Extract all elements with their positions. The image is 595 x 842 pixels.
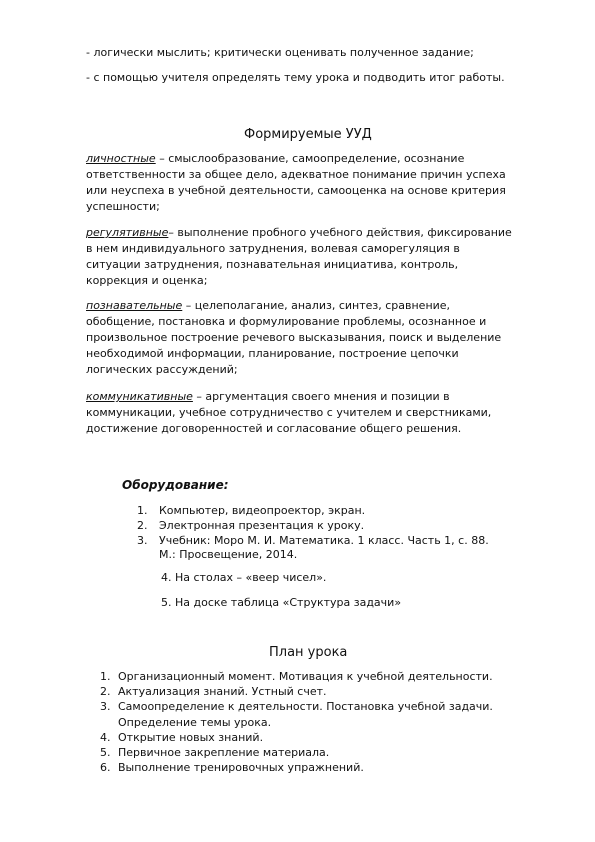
plan-item-4: 4. Открытие новых знаний. (100, 731, 264, 744)
plan-item-3: 3. Самоопределение к деятельности. Постановка учебной задачи. (100, 700, 493, 713)
plan-item-1: 1. Организационный момент. Мотивация к учебной деятельности. (100, 670, 493, 683)
intro-line-2: - с помощью учителя определять тему урока и подводить итог работы. (86, 71, 505, 84)
equipment-heading: Оборудование: (122, 478, 229, 492)
equipment-item-1: 1. Компьютер, видеопроектор, экран. (137, 504, 366, 517)
uud-regulative-line-3: ситуации затруднения, познавательная инициатива, контроль, (86, 258, 459, 271)
uud-cognitive-line-5: логических рассуждений; (86, 363, 238, 376)
uud-personal-line-3: или неуспеха в учебной деятельности, самооценка на основе критерия (86, 184, 506, 197)
uud-personal-line-4: успешности; (86, 200, 160, 213)
uud-personal-term: личностные (86, 152, 156, 165)
uud-communicative-line-2: коммуникации, учебное сотрудничество с учителем и сверстниками, (86, 406, 492, 419)
uud-cognitive-line-3: произвольное построение речевого высказывания, поиск и выделение (86, 331, 502, 344)
plan-item-5: 5. Первичное закрепление материала. (100, 746, 330, 759)
uud-cognitive-line-2: обобщение, постановка и формулирование проблемы, осознанное и (86, 315, 487, 328)
uud-heading: Формируемые УУД (244, 127, 372, 142)
equipment-item-2: 2. Электронная презентация к уроку. (137, 519, 365, 532)
uud-regulative-line-2: в нем индивидуального затруднения, волевая саморегуляция в (86, 242, 460, 255)
uud-personal-line-2: ответственности за общее дело, адекватное понимание причин успеха (86, 168, 506, 181)
uud-regulative-line-4: коррекция и оценка; (86, 274, 208, 287)
uud-communicative-term: коммуникативные (86, 390, 193, 403)
uud-communicative-line-1: коммуникативные – аргументация своего мнения и позиции в (86, 390, 450, 403)
plan-item-2: 2. Актуализация знаний. Устный счет. (100, 685, 327, 698)
equipment-item-3-continued: М.: Просвещение, 2014. (159, 548, 298, 561)
plan-item-6: 6. Выполнение тренировочных упражнений. (100, 761, 364, 774)
intro-line-1: - логически мыслить; критически оценивать полученное задание; (86, 46, 474, 59)
uud-regulative-term: регулятивные (86, 226, 169, 239)
plan-item-3-continued: Определение темы урока. (118, 716, 272, 729)
plan-heading: План урока (269, 645, 348, 660)
uud-cognitive-term: познавательные (86, 299, 183, 312)
equipment-item-5: 5. На доске таблица «Структура задачи» (161, 596, 402, 609)
uud-cognitive-line-4: необходимой информации, планирование, построение цепочки (86, 347, 459, 360)
equipment-item-3: 3. Учебник: Моро М. И. Математика. 1 класс. Часть 1, с. 88. (137, 534, 489, 547)
uud-regulative-line-1: регулятивные– выполнение пробного учебного действия, фиксирование (86, 226, 512, 239)
uud-communicative-line-3: достижение договоренностей и согласование общего решения. (86, 422, 462, 435)
uud-cognitive-line-1: познавательные – целеполагание, анализ, синтез, сравнение, (86, 299, 451, 312)
equipment-item-4: 4. На столах – «веер чисел». (161, 571, 327, 584)
uud-personal-line-1: личностные – смыслообразование, самоопределение, осознание (86, 152, 465, 165)
